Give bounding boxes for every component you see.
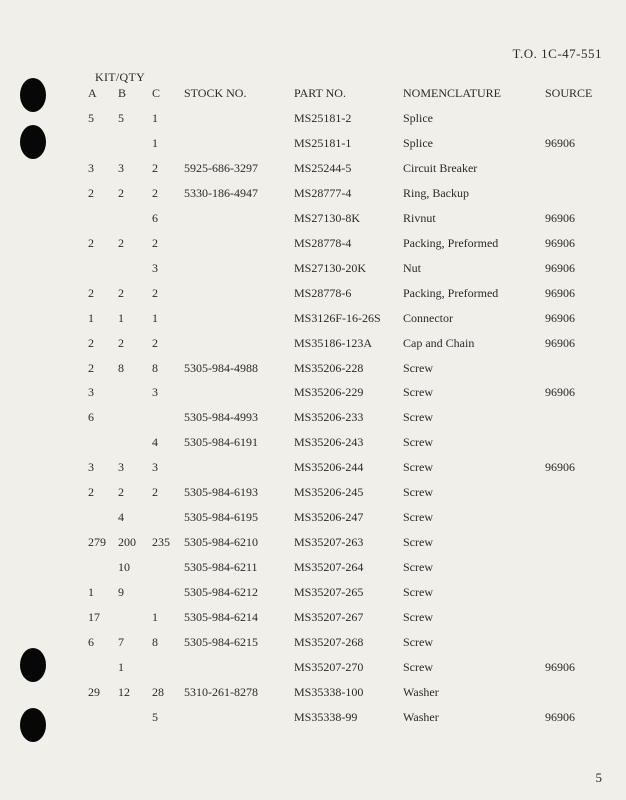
cell-nomenclature: Screw [403, 360, 433, 375]
cell-kit-c: 2 [152, 160, 158, 175]
table-row [0, 235, 626, 251]
cell-part-no: MS27130-8K [294, 210, 361, 225]
cell-part-no: MS35206-243 [294, 435, 364, 450]
cell-part-no: MS35207-264 [294, 560, 364, 575]
table-row [0, 135, 626, 151]
cell-nomenclature: Rivnut [403, 210, 436, 225]
cell-part-no: MS35206-247 [294, 510, 364, 525]
cell-kit-c: 28 [152, 684, 164, 699]
cell-kit-b: 4 [118, 510, 124, 525]
cell-kit-b: 9 [118, 585, 124, 599]
table-row [0, 110, 626, 126]
cell-nomenclature: Cap and Chain [403, 335, 475, 350]
cell-kit-a: 279 [88, 535, 106, 550]
cell-kit-c: 6 [152, 210, 158, 225]
cell-nomenclature: Circuit Breaker [403, 160, 478, 175]
cell-kit-a: 2 [88, 285, 94, 300]
cell-kit-a: 2 [88, 335, 94, 350]
cell-kit-b: 2 [118, 185, 124, 200]
table-row [0, 534, 626, 550]
cell-nomenclature: Splice [403, 135, 433, 150]
cell-kit-a: 6 [88, 634, 94, 649]
cell-part-no: MS28778-4 [294, 235, 352, 250]
cell-stock-no: 5305-984-6212 [184, 585, 258, 599]
table-row [0, 384, 626, 400]
header-a: A [88, 86, 97, 100]
table-row [0, 285, 626, 301]
cell-source: 96906 [545, 260, 575, 275]
cell-nomenclature: Screw [403, 385, 433, 400]
cell-kit-a: 1 [88, 585, 94, 599]
cell-nomenclature: Connector [403, 310, 453, 325]
table-row [0, 509, 626, 525]
cell-kit-c: 3 [152, 260, 158, 275]
table-row [0, 559, 626, 575]
cell-nomenclature: Screw [403, 659, 433, 674]
cell-kit-c: 235 [152, 535, 170, 550]
cell-source: 96906 [545, 285, 575, 300]
cell-kit-c: 3 [152, 385, 158, 400]
cell-kit-b: 1 [118, 659, 124, 674]
cell-part-no: MS35207-265 [294, 585, 364, 599]
cell-kit-c: 2 [152, 335, 158, 350]
cell-nomenclature: Screw [403, 610, 433, 624]
cell-kit-c: 2 [152, 285, 158, 300]
cell-source: 96906 [545, 335, 575, 350]
cell-part-no: MS35207-263 [294, 535, 364, 550]
cell-source: 96906 [545, 235, 575, 250]
table-row [0, 659, 626, 675]
cell-kit-c: 1 [152, 610, 158, 624]
cell-kit-c: 3 [152, 460, 158, 475]
cell-part-no: MS28778-6 [294, 285, 352, 300]
cell-part-no: MS35207-268 [294, 634, 364, 649]
table-row [0, 684, 626, 700]
cell-kit-a: 17 [88, 610, 100, 624]
cell-source: 96906 [545, 310, 575, 325]
table-row [0, 434, 626, 450]
cell-kit-c: 1 [152, 135, 158, 150]
cell-part-no: MS35206-233 [294, 410, 364, 425]
cell-part-no: MS35206-245 [294, 485, 364, 500]
cell-kit-a: 2 [88, 360, 94, 375]
table-row [0, 335, 626, 351]
cell-stock-no: 5305-984-6215 [184, 634, 258, 649]
table-row [0, 709, 626, 725]
cell-nomenclature: Splice [403, 111, 433, 125]
table-row [0, 484, 626, 500]
table-row [0, 310, 626, 326]
cell-kit-c: 2 [152, 485, 158, 500]
cell-nomenclature: Screw [403, 560, 433, 575]
cell-kit-b: 200 [118, 535, 136, 550]
header-c: C [152, 86, 161, 100]
cell-source: 96906 [545, 210, 575, 225]
cell-part-no: MS25181-2 [294, 111, 352, 125]
cell-source: 96906 [545, 460, 575, 475]
table-row [0, 360, 626, 376]
cell-kit-b: 1 [118, 310, 124, 325]
cell-stock-no: 5305-984-6214 [184, 610, 258, 624]
cell-nomenclature: Packing, Preformed [403, 285, 499, 300]
cell-kit-c: 8 [152, 360, 158, 375]
cell-nomenclature: Screw [403, 410, 433, 425]
cell-nomenclature: Washer [403, 684, 439, 699]
table-row [0, 160, 626, 176]
cell-part-no: MS35206-228 [294, 360, 364, 375]
header-b: B [118, 86, 127, 100]
cell-kit-b: 12 [118, 684, 130, 699]
cell-nomenclature: Screw [403, 485, 433, 500]
header-nomenclature: NOMENCLATURE [403, 86, 501, 100]
header-stock-no: STOCK NO. [184, 86, 247, 100]
cell-kit-a: 3 [88, 460, 94, 475]
cell-part-no: MS35186-123A [294, 335, 373, 350]
page-number: 5 [595, 770, 602, 785]
cell-kit-b: 10 [118, 560, 130, 575]
cell-part-no: MS35338-100 [294, 684, 364, 699]
cell-nomenclature: Screw [403, 510, 433, 525]
cell-nomenclature: Screw [403, 634, 433, 649]
table-row [0, 260, 626, 276]
cell-kit-c: 2 [152, 235, 158, 250]
cell-part-no: MS35207-270 [294, 659, 364, 674]
cell-kit-b: 2 [118, 285, 124, 300]
cell-kit-a: 6 [88, 410, 94, 425]
cell-kit-a: 3 [88, 160, 94, 175]
cell-part-no: MS27130-20K [294, 260, 367, 275]
cell-nomenclature: Packing, Preformed [403, 235, 499, 250]
cell-stock-no: 5305-984-4988 [184, 360, 258, 375]
cell-part-no: MS25244-5 [294, 160, 352, 175]
cell-kit-a: 2 [88, 485, 94, 500]
cell-source: 96906 [545, 385, 575, 400]
cell-stock-no: 5305-984-6191 [184, 435, 258, 450]
cell-stock-no: 5305-984-6210 [184, 535, 258, 550]
table-row [0, 185, 626, 201]
cell-part-no: MS35206-229 [294, 385, 364, 400]
cell-nomenclature: Ring, Backup [403, 185, 469, 200]
cell-kit-b: 3 [118, 460, 124, 475]
cell-source: 96906 [545, 659, 575, 674]
header-source: SOURCE [545, 86, 593, 100]
cell-source: 96906 [545, 709, 575, 724]
cell-part-no: MS28777-4 [294, 185, 352, 200]
cell-kit-c: 5 [152, 709, 158, 724]
cell-kit-c: 8 [152, 634, 158, 649]
cell-kit-b: 2 [118, 235, 124, 250]
cell-kit-b: 7 [118, 634, 124, 649]
cell-kit-b: 2 [118, 485, 124, 500]
cell-part-no: MS35206-244 [294, 460, 364, 475]
cell-part-no: MS35207-267 [294, 610, 364, 624]
cell-part-no: MS25181-1 [294, 135, 352, 150]
cell-source: 96906 [545, 135, 575, 150]
cell-kit-b: 5 [118, 111, 124, 125]
cell-kit-a: 1 [88, 310, 94, 325]
table-row [0, 609, 626, 625]
cell-kit-c: 1 [152, 111, 158, 125]
cell-nomenclature: Screw [403, 460, 433, 475]
cell-nomenclature: Screw [403, 435, 433, 450]
cell-stock-no: 5310-261-8278 [184, 684, 258, 699]
cell-stock-no: 5305-984-6193 [184, 485, 258, 500]
cell-kit-a: 2 [88, 235, 94, 250]
cell-kit-a: 3 [88, 385, 94, 400]
table-row [0, 459, 626, 475]
cell-stock-no: 5330-186-4947 [184, 185, 258, 200]
cell-kit-b: 3 [118, 160, 124, 175]
cell-stock-no: 5925-686-3297 [184, 160, 258, 175]
cell-part-no: MS3126F-16-26S [294, 310, 381, 325]
table-header [0, 85, 626, 101]
cell-nomenclature: Screw [403, 535, 433, 550]
table-row [0, 409, 626, 425]
technical-order-number: T.O. 1C-47-551 [512, 46, 602, 61]
cell-kit-c: 4 [152, 435, 158, 450]
cell-stock-no: 5305-984-6195 [184, 510, 258, 525]
header-part-no: PART NO. [294, 86, 346, 100]
table-row [0, 210, 626, 226]
cell-stock-no: 5305-984-4993 [184, 410, 258, 425]
cell-kit-a: 2 [88, 185, 94, 200]
kit-qty-label: KIT/QTY [95, 70, 146, 84]
cell-stock-no: 5305-984-6211 [184, 560, 258, 575]
cell-part-no: MS35338-99 [294, 709, 358, 724]
cell-kit-a: 29 [88, 684, 100, 699]
cell-kit-c: 1 [152, 310, 158, 325]
cell-kit-c: 2 [152, 185, 158, 200]
cell-nomenclature: Washer [403, 709, 439, 724]
table-row [0, 584, 626, 600]
cell-nomenclature: Screw [403, 585, 433, 599]
table-row [0, 634, 626, 650]
cell-kit-b: 2 [118, 335, 124, 350]
cell-kit-a: 5 [88, 111, 94, 125]
cell-nomenclature: Nut [403, 260, 421, 275]
cell-kit-b: 8 [118, 360, 124, 375]
